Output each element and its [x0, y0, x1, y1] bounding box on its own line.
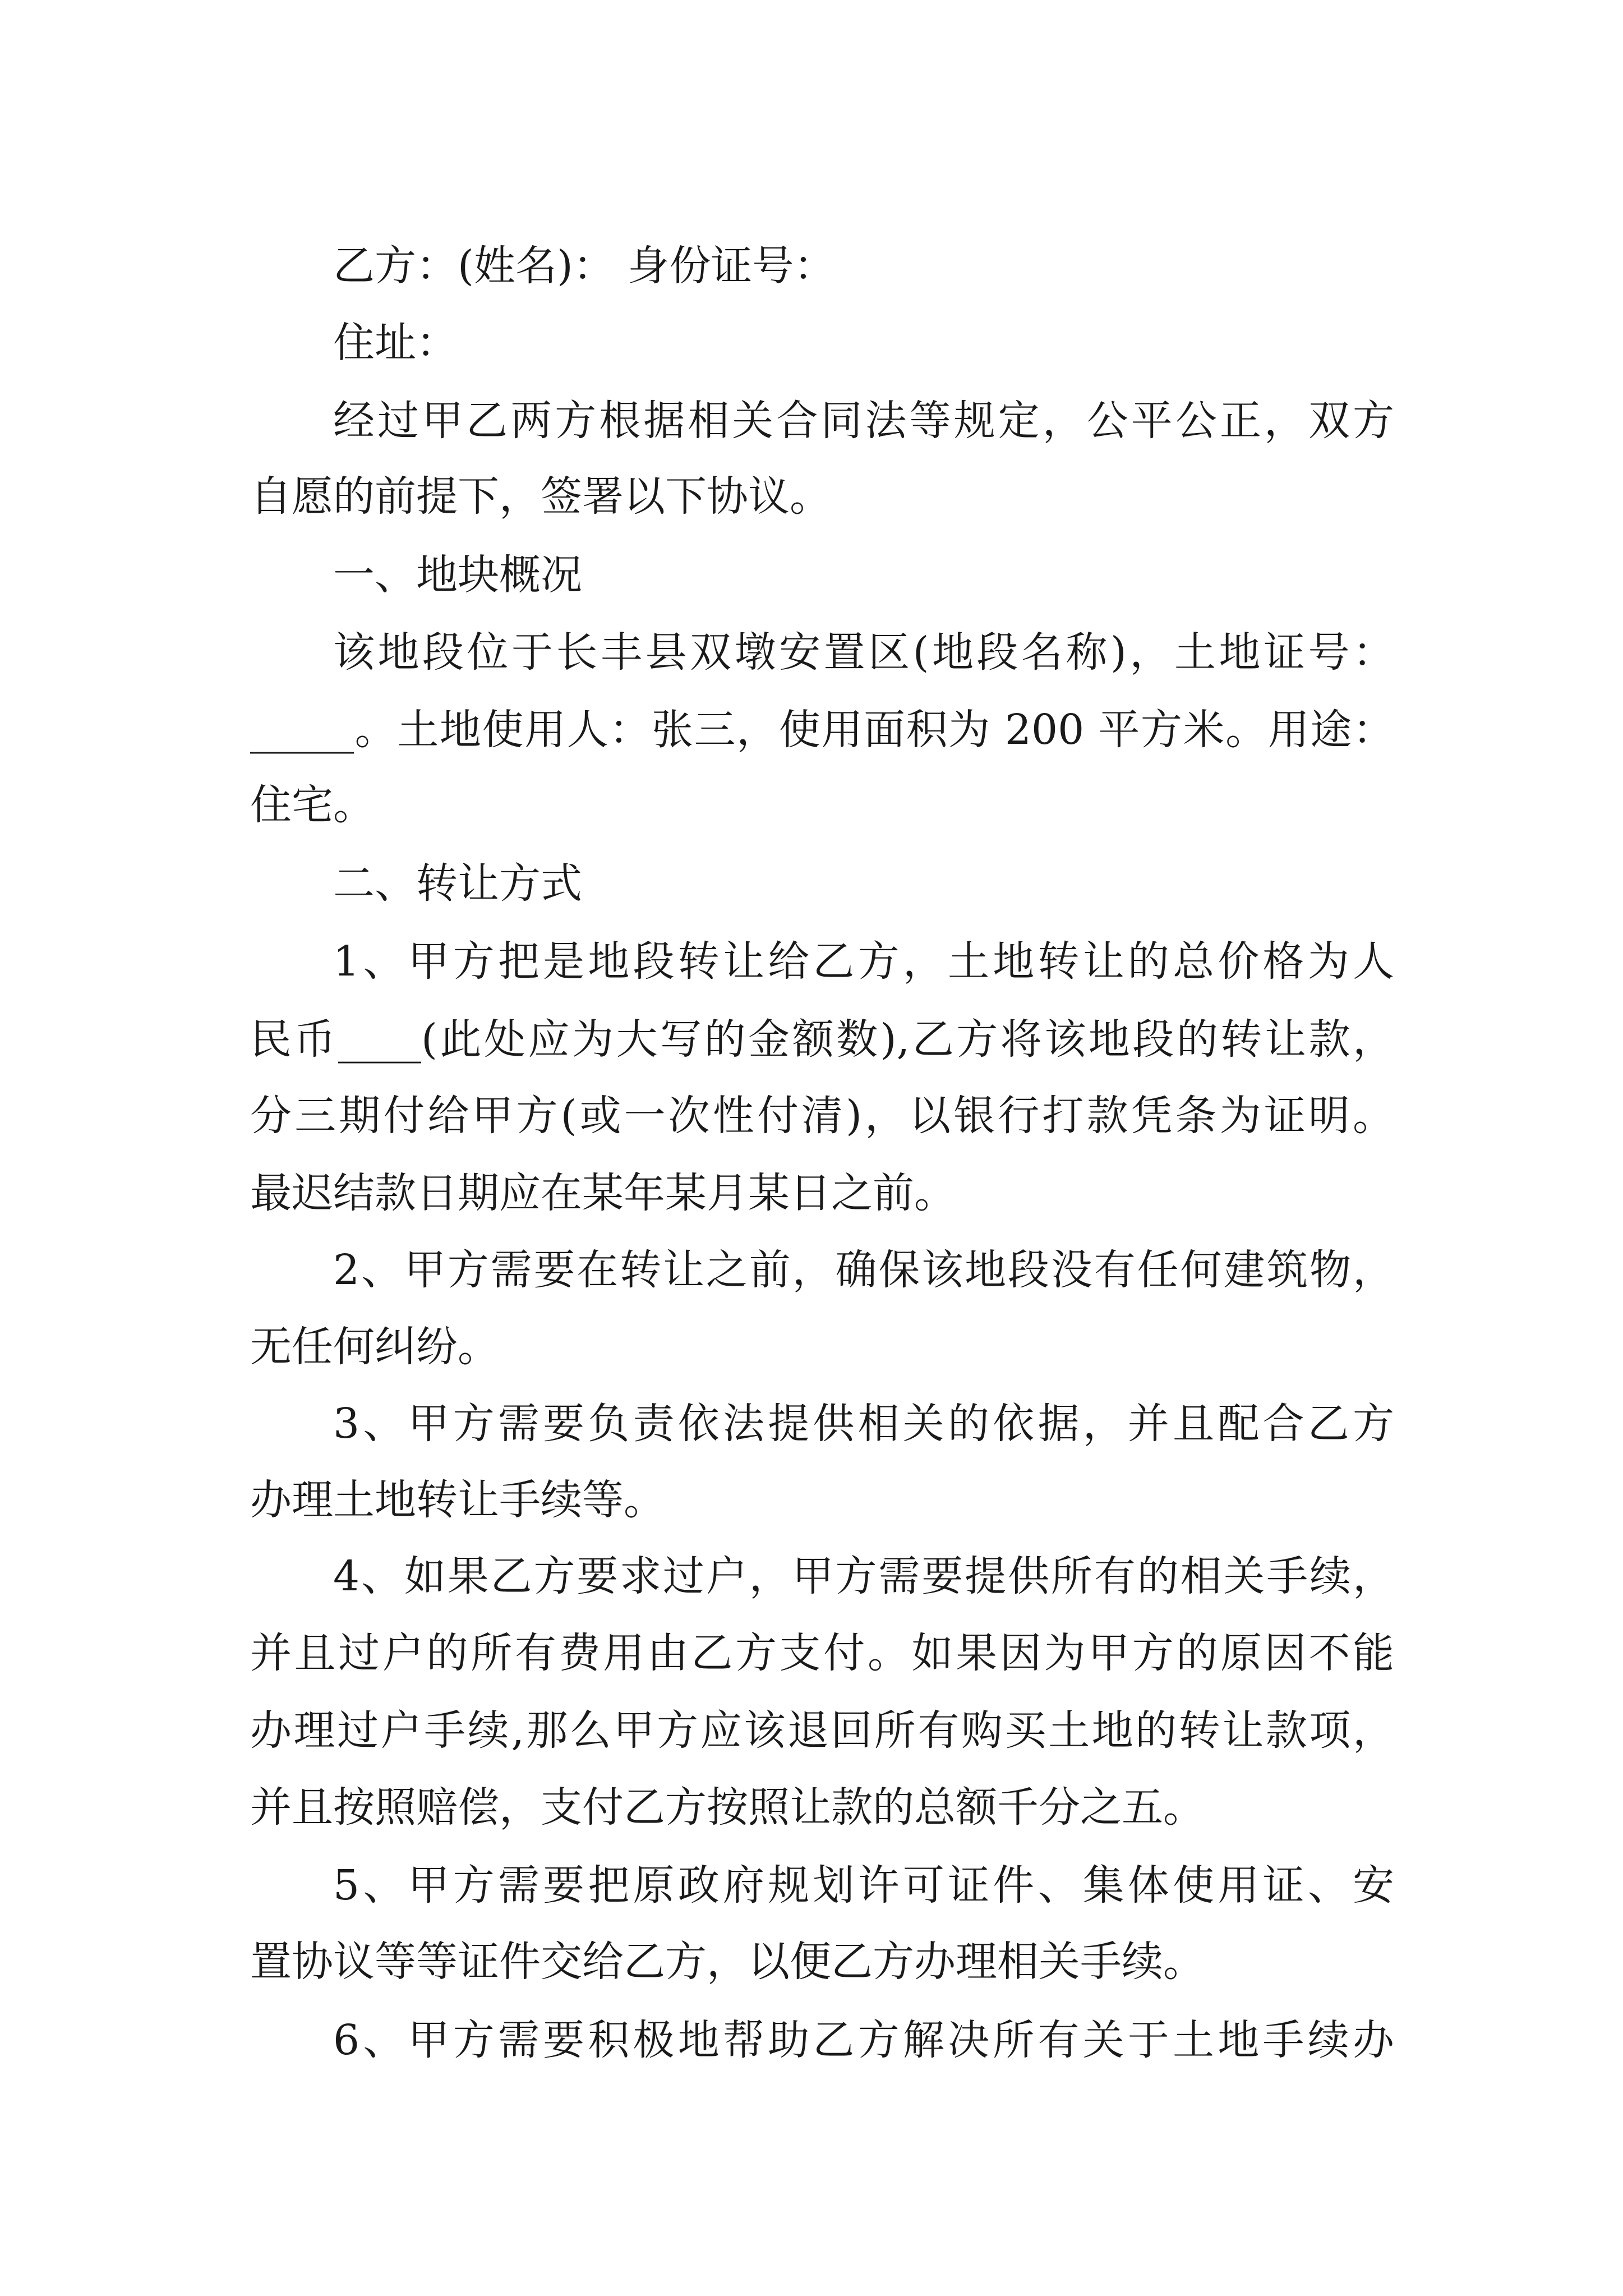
text-line: 并且按照赔偿，支付乙方按照让款的总额千分之五。 [250, 1783, 1205, 1832]
text-line: 并且过户的所有费用由乙方支付。如果因为甲方的原因不能 [250, 1629, 1394, 1677]
text-line: 办理过户手续,那么甲方应该退回所有购买土地的转让款项， [250, 1706, 1394, 1755]
text-line: 住址： [333, 319, 458, 367]
text-line: 民币____(此处应为大写的金额数),乙方将该地段的转让款， [250, 1015, 1394, 1064]
text-line: 2、甲方需要在转让之前，确保该地段没有任何建筑物， [333, 1246, 1394, 1294]
text-line: 3、甲方需要负责依法提供相关的依据，并且配合乙方 [333, 1400, 1394, 1448]
text-line: 该地段位于长丰县双墩安置区(地段名称)，土地证号： [333, 628, 1394, 677]
text-line: 5、甲方需要把原政府规划许可证件、集体使用证、安 [333, 1861, 1394, 1910]
text-line: 1、甲方把是地段转让给乙方，土地转让的总价格为人 [333, 937, 1394, 986]
text-line: 办理土地转让手续等。 [250, 1476, 665, 1524]
text-line: 住宅。 [250, 781, 375, 829]
text-line: 乙方：(姓名)： 身份证号： [333, 242, 836, 290]
text-line: 二、转让方式 [333, 859, 582, 908]
text-line: 无任何纠纷。 [250, 1323, 499, 1371]
text-line: 6、甲方需要积极地帮助乙方解决所有关于土地手续办 [333, 2016, 1394, 2064]
text-line: 4、如果乙方要求过户，甲方需要提供所有的相关手续， [333, 1552, 1394, 1600]
text-line: 一、地块概况 [333, 551, 582, 599]
text-line: 自愿的前提下，签署以下协议。 [250, 472, 831, 521]
text-line: 最迟结款日期应在某年某月某日之前。 [250, 1169, 956, 1217]
text-line: 置协议等等证件交给乙方，以便乙方办理相关手续。 [250, 1938, 1205, 1986]
text-line: 分三期付给甲方(或一次性付清)，以银行打款凭条为证明。 [250, 1092, 1394, 1140]
text-line: _____。土地使用人：张三，使用面积为 200 平方米。用途： [250, 706, 1394, 754]
text-line: 经过甲乙两方根据相关合同法等规定，公平公正，双方 [333, 397, 1394, 445]
